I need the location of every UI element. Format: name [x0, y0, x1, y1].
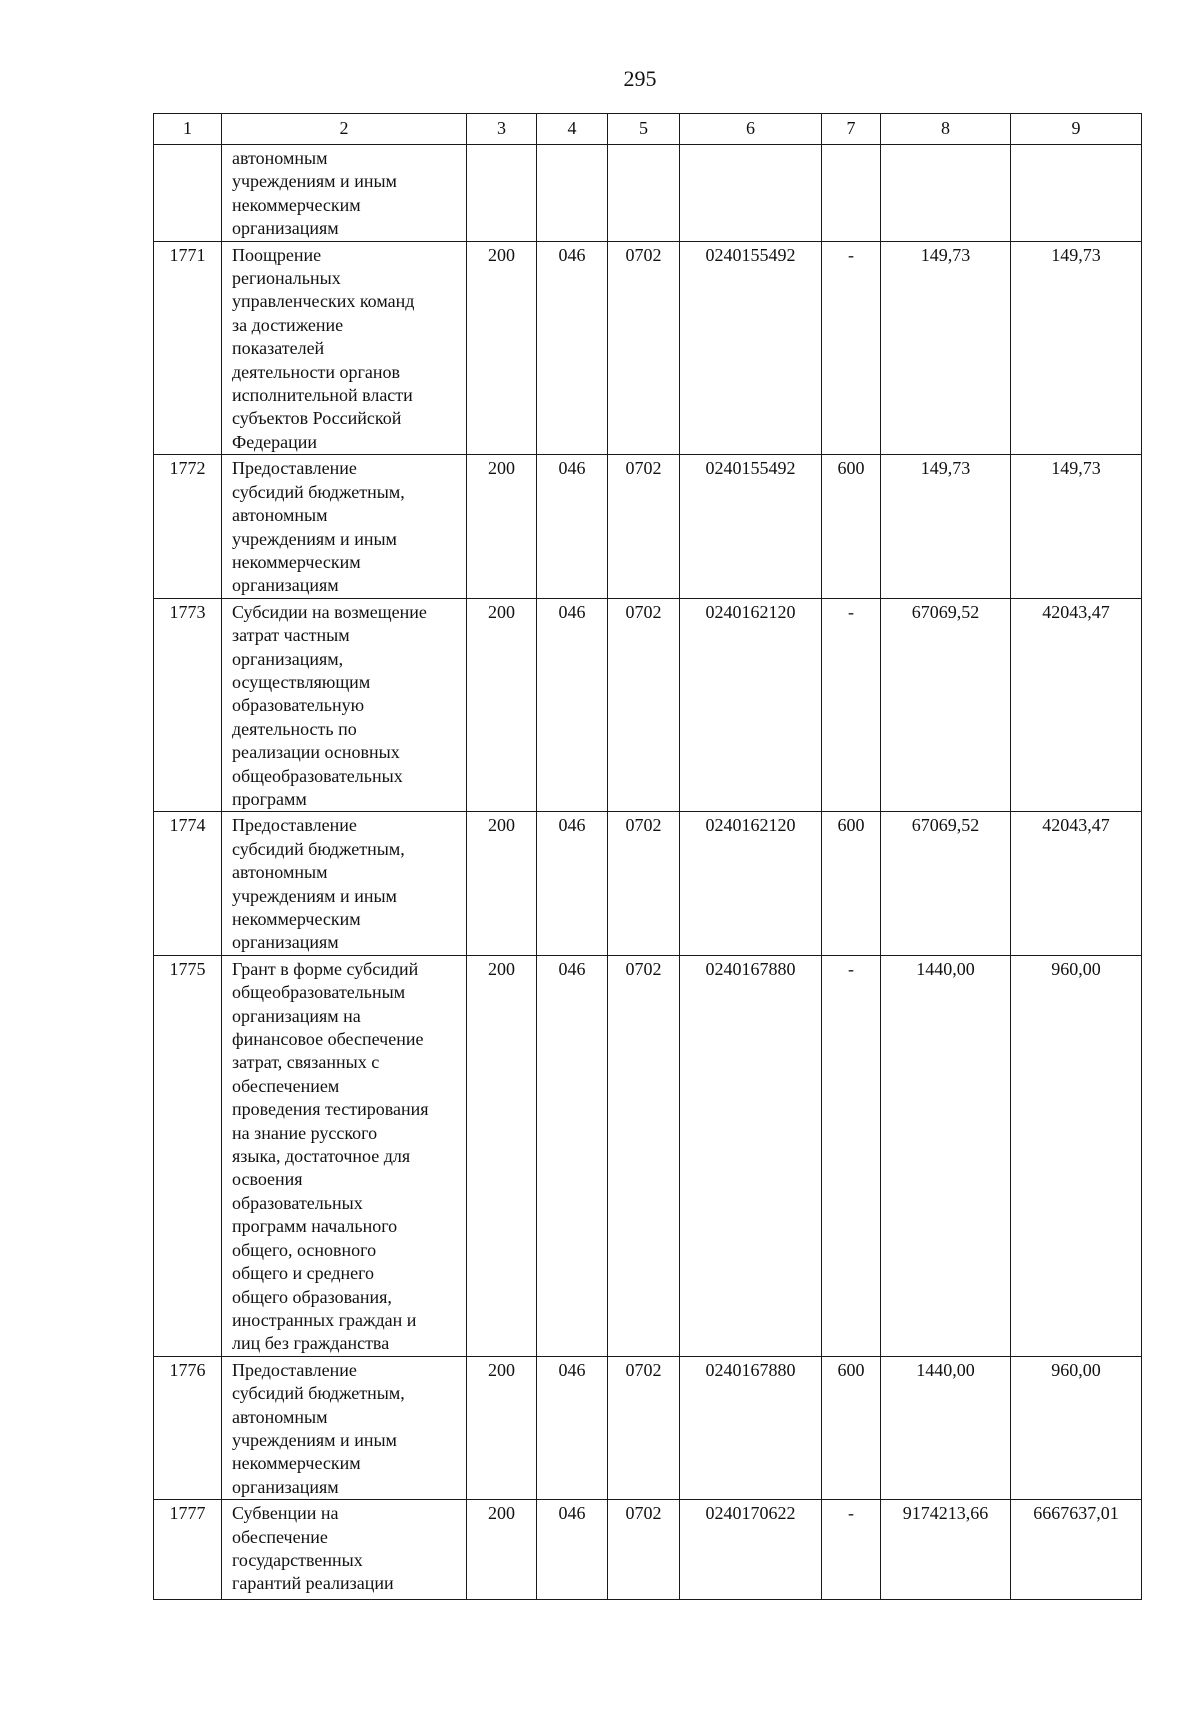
header-row — [154, 114, 1142, 145]
col4-cell: 046 — [537, 1356, 608, 1499]
col8-amount-cell: 67069,52 — [881, 598, 1011, 812]
row-name-cell: Предоставление субсидий бюджетным, автономным учреждениям и иным некоммерческим организациям — [222, 812, 467, 955]
column-header: 1 — [154, 114, 222, 145]
col3-cell: 200 — [467, 1500, 537, 1600]
row-name-cell: Поощрение региональных управленческих команд за достижение показателей деятельности органов исполнительной власти субъектов Российской Федерации — [222, 241, 467, 455]
column-header: 8 — [881, 114, 1011, 145]
col5-cell: 0702 — [608, 455, 680, 598]
col7-cell: - — [822, 955, 881, 1356]
page-number: 295 — [623, 66, 657, 91]
col7-cell — [822, 145, 881, 242]
col6-cell — [680, 145, 822, 242]
col8-amount-cell: 67069,52 — [881, 812, 1011, 955]
budget-table — [153, 113, 1142, 1600]
row-number-cell: 1773 — [154, 598, 222, 812]
row-number-cell: 1774 — [154, 812, 222, 955]
col4-cell: 046 — [537, 812, 608, 955]
row-number-cell: 1776 — [154, 1356, 222, 1499]
row-number-cell: 1772 — [154, 455, 222, 598]
col3-cell: 200 — [467, 812, 537, 955]
col6-cell: 0240162120 — [680, 598, 822, 812]
row-name-cell: автономным учреждениям и иным некоммерческим организациям — [222, 145, 467, 242]
col9-amount-cell: 6667637,01 — [1011, 1500, 1142, 1600]
row-name-cell: Предоставление субсидий бюджетным, автономным учреждениям и иным некоммерческим организациям — [222, 455, 467, 598]
table-row — [154, 955, 1142, 1356]
col4-cell: 046 — [537, 241, 608, 455]
column-header: 4 — [537, 114, 608, 145]
col4-cell: 046 — [537, 955, 608, 1356]
column-header: 9 — [1011, 114, 1142, 145]
table-row — [154, 1500, 1142, 1600]
table-row — [154, 455, 1142, 598]
col7-cell: 600 — [822, 1356, 881, 1499]
table-row — [154, 598, 1142, 812]
table-row — [154, 145, 1142, 242]
row-number-cell: 1771 — [154, 241, 222, 455]
table-row — [154, 812, 1142, 955]
column-header: 3 — [467, 114, 537, 145]
col3-cell: 200 — [467, 598, 537, 812]
row-name-cell: Предоставление субсидий бюджетным, автономным учреждениям и иным некоммерческим организациям — [222, 1356, 467, 1499]
col6-cell: 0240167880 — [680, 955, 822, 1356]
col3-cell: 200 — [467, 241, 537, 455]
table-row — [154, 241, 1142, 455]
row-name-cell: Субсидии на возмещение затрат частным организациям, осуществляющим образовательную деятельность по реализации основных общеобразовательных программ — [222, 598, 467, 812]
col7-cell: - — [822, 241, 881, 455]
col6-cell: 0240167880 — [680, 1356, 822, 1499]
col8-amount-cell: 9174213,66 — [881, 1500, 1011, 1600]
col8-amount-cell: 149,73 — [881, 455, 1011, 598]
col5-cell — [608, 145, 680, 242]
col5-cell: 0702 — [608, 1356, 680, 1499]
col5-cell: 0702 — [608, 1500, 680, 1600]
col7-cell: - — [822, 598, 881, 812]
col9-amount-cell: 42043,47 — [1011, 812, 1142, 955]
col5-cell: 0702 — [608, 812, 680, 955]
column-header: 5 — [608, 114, 680, 145]
col3-cell: 200 — [467, 1356, 537, 1499]
col9-amount-cell: 42043,47 — [1011, 598, 1142, 812]
col7-cell: 600 — [822, 455, 881, 598]
row-number-cell: 1777 — [154, 1500, 222, 1600]
column-header: 7 — [822, 114, 881, 145]
col8-amount-cell: 1440,00 — [881, 1356, 1011, 1499]
col8-amount-cell: 1440,00 — [881, 955, 1011, 1356]
col7-cell: 600 — [822, 812, 881, 955]
col4-cell: 046 — [537, 455, 608, 598]
col9-amount-cell — [1011, 145, 1142, 242]
col3-cell: 200 — [467, 955, 537, 1356]
table-row — [154, 1356, 1142, 1499]
col7-cell: - — [822, 1500, 881, 1600]
col5-cell: 0702 — [608, 598, 680, 812]
col9-amount-cell: 960,00 — [1011, 1356, 1142, 1499]
col4-cell — [537, 145, 608, 242]
row-name-cell: Грант в форме субсидий общеобразовательным организациям на финансовое обеспечение затрат, связанных с обеспечением проведения тестирования на знание русского языка, достаточное для освоения образовательных программ начального общего, основного общего и среднего общего образования, иностранных граждан и лиц без гражданства — [222, 955, 467, 1356]
col6-cell: 0240162120 — [680, 812, 822, 955]
col3-cell — [467, 145, 537, 242]
col9-amount-cell: 960,00 — [1011, 955, 1142, 1356]
col6-cell: 0240155492 — [680, 241, 822, 455]
col5-cell: 0702 — [608, 955, 680, 1356]
column-header: 2 — [222, 114, 467, 145]
col8-amount-cell — [881, 145, 1011, 242]
col5-cell: 0702 — [608, 241, 680, 455]
col9-amount-cell: 149,73 — [1011, 455, 1142, 598]
col9-amount-cell: 149,73 — [1011, 241, 1142, 455]
row-name-cell: Субвенции на обеспечение государственных гарантий реализации — [222, 1500, 467, 1600]
column-header: 6 — [680, 114, 822, 145]
col6-cell: 0240155492 — [680, 455, 822, 598]
col8-amount-cell: 149,73 — [881, 241, 1011, 455]
col4-cell: 046 — [537, 598, 608, 812]
row-number-cell — [154, 145, 222, 242]
col6-cell: 0240170622 — [680, 1500, 822, 1600]
col4-cell: 046 — [537, 1500, 608, 1600]
row-number-cell: 1775 — [154, 955, 222, 1356]
col3-cell: 200 — [467, 455, 537, 598]
